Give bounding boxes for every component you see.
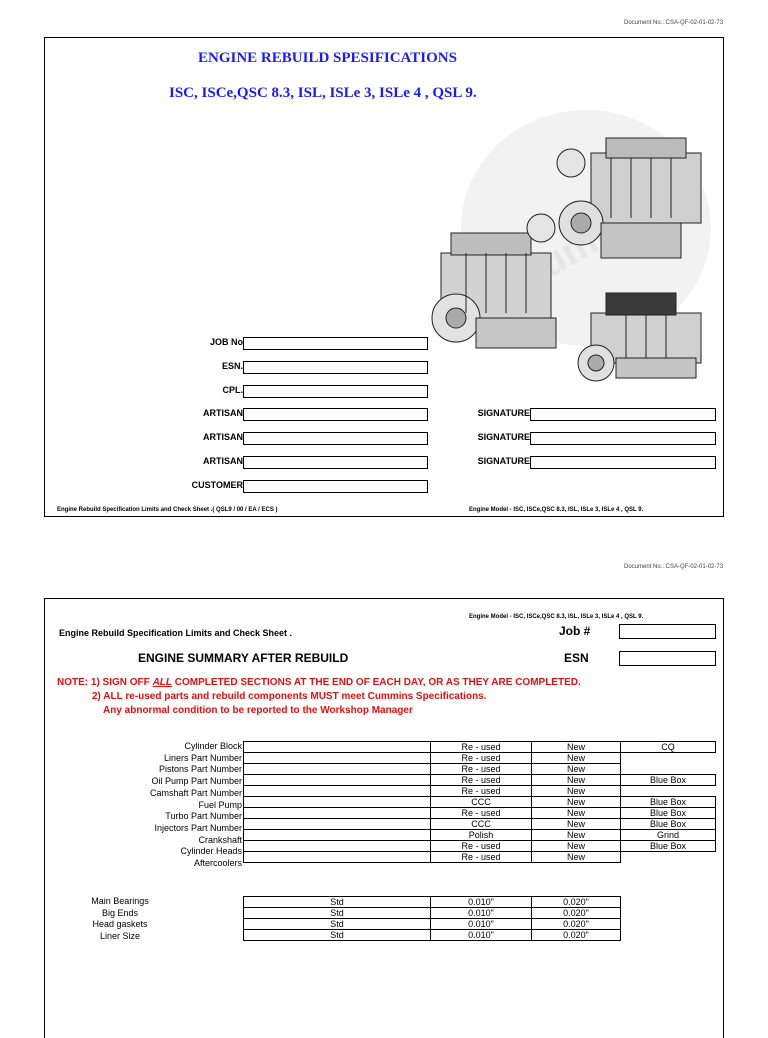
table-row — [244, 830, 716, 841]
footer-right: Engine Model - ISC, ISCe,QSC 8.3, ISL, ISLe 3, ISLe 4 , QSL 9. — [469, 507, 644, 513]
option-cell[interactable]: Re - used — [431, 753, 532, 764]
option-cell[interactable]: Polish — [431, 830, 532, 841]
option-cell[interactable]: New — [532, 819, 621, 830]
doc-number-2: Document No.: CSA-QF-02-01-02-73 — [624, 564, 724, 570]
option-cell[interactable]: Re - used — [431, 786, 532, 797]
part-label: Cylinder Heads — [180, 846, 242, 857]
part-label: Cylinder Block — [184, 741, 242, 751]
esn-label: ESN. — [221, 361, 243, 371]
option-cell[interactable]: CCC — [431, 819, 532, 830]
job-hash-field[interactable] — [619, 624, 716, 639]
option-cell[interactable]: Re - used — [431, 852, 532, 863]
size-cell[interactable]: Std — [244, 919, 431, 930]
note-1: NOTE: 1) SIGN OFF ALL COMPLETED SECTIONS AT THE END OF EACH DAY, OR AS THEY ARE COMPLETED. — [57, 677, 581, 688]
page-title: ENGINE REBUILD SPESIFICATIONS — [198, 50, 457, 66]
part-label: Pistons Part Number — [158, 764, 242, 775]
option-cell[interactable]: Re - used — [431, 841, 532, 852]
table-row — [244, 919, 621, 930]
size-cell[interactable]: 0.010" — [431, 930, 532, 941]
customer-label: CUSTOMER — [191, 480, 243, 490]
table-row — [244, 797, 716, 808]
option-cell[interactable]: Blue Box — [621, 841, 716, 852]
option-cell[interactable]: New — [532, 797, 621, 808]
option-cell[interactable]: CCC — [431, 797, 532, 808]
option-cell — [621, 852, 716, 863]
option-cell[interactable]: New — [532, 830, 621, 841]
part-label: Fuel Pump — [198, 799, 242, 810]
option-cell[interactable]: Blue Box — [621, 808, 716, 819]
table-row — [244, 808, 716, 819]
part-entry[interactable] — [244, 819, 431, 830]
page-subtitle: ISC, ISCe,QSC 8.3, ISL, ISLe 3, ISLe 4 , QSL 9. — [169, 85, 477, 101]
artisan-field-1[interactable] — [243, 408, 428, 421]
option-cell — [621, 753, 716, 764]
artisan-label-1: ARTISAN — [203, 408, 243, 418]
size-cell[interactable]: 0.010" — [431, 919, 532, 930]
part-entry[interactable] — [244, 764, 431, 775]
part-entry[interactable] — [244, 742, 431, 753]
cpl-field[interactable] — [243, 385, 428, 398]
option-cell[interactable]: New — [532, 841, 621, 852]
bearing-label: Head gaskets — [92, 919, 148, 930]
table-row — [244, 841, 716, 852]
option-cell[interactable]: New — [532, 808, 621, 819]
table-row — [244, 775, 716, 786]
bearing-labels — [45, 896, 195, 943]
size-cell[interactable]: Std — [244, 908, 431, 919]
engine-model-header: Engine Model - ISC, ISCe,QSC 8.3, ISL, ISLe 3, ISLe 4 , QSL 9. — [469, 614, 644, 620]
summary-page — [44, 598, 724, 1038]
signature-label-2: SIGNATURE — [477, 432, 530, 442]
size-cell[interactable]: 0.010" — [431, 897, 532, 908]
parts-table — [243, 741, 716, 863]
table-row — [244, 930, 621, 941]
option-cell — [621, 786, 716, 797]
size-cell[interactable]: 0.010" — [431, 908, 532, 919]
footer-left: Engine Rebuild Specification Limits and Check Sheet .( QSL9 / 00 / EA / ECS ) — [57, 507, 278, 513]
part-entry[interactable] — [244, 775, 431, 786]
option-cell[interactable]: Re - used — [431, 764, 532, 775]
option-cell[interactable]: New — [532, 852, 621, 863]
parts-labels — [45, 741, 242, 870]
esn-hash-label: ESN — [564, 651, 589, 665]
option-cell[interactable]: Blue Box — [621, 819, 716, 830]
table-row — [244, 897, 621, 908]
cpl-label: CPL. — [222, 385, 243, 395]
job-hash-label: Job # — [559, 624, 591, 638]
part-label: Oil Pump Part Number — [151, 776, 242, 787]
esn-summary-field[interactable] — [619, 651, 716, 666]
signature-field-3[interactable] — [530, 456, 716, 469]
table-row — [244, 908, 621, 919]
size-cell[interactable]: 0.020" — [532, 908, 621, 919]
option-cell[interactable]: New — [532, 753, 621, 764]
part-label: Crankshaft — [198, 834, 242, 845]
artisan-label-2: ARTISAN — [203, 432, 243, 442]
part-entry[interactable] — [244, 852, 431, 863]
part-label: Turbo Part Number — [165, 811, 242, 822]
part-label: Camshaft Part Number — [149, 787, 242, 798]
signature-label-3: SIGNATURE — [477, 456, 530, 466]
artisan-field-2[interactable] — [243, 432, 428, 445]
option-cell[interactable]: CQ — [621, 742, 716, 753]
size-cell[interactable]: Std — [244, 897, 431, 908]
esn-field[interactable] — [243, 361, 428, 374]
option-cell[interactable]: Blue Box — [621, 797, 716, 808]
table-row — [244, 764, 716, 775]
bearing-label: Big Ends — [101, 907, 139, 918]
sheet-title: Engine Rebuild Specification Limits and Check Sheet . — [59, 628, 293, 638]
option-cell[interactable]: New — [532, 742, 621, 753]
table-row — [244, 786, 716, 797]
table-row — [244, 753, 716, 764]
summary-title: ENGINE SUMMARY AFTER REBUILD — [138, 651, 349, 665]
size-cell[interactable]: Std — [244, 930, 431, 941]
note-3: Any abnormal condition to be reported to the Workshop Manager — [103, 705, 413, 716]
part-entry[interactable] — [244, 830, 431, 841]
doc-number: Document No.: CSA-QF-02-01-02-73 — [624, 20, 724, 26]
option-cell[interactable]: Blue Box — [621, 775, 716, 786]
size-cell[interactable]: 0.020" — [532, 930, 621, 941]
option-cell[interactable]: Re - used — [431, 775, 532, 786]
part-label: Aftercoolers — [193, 858, 242, 869]
bearing-label: Liner Size — [99, 931, 141, 942]
table-row — [244, 742, 716, 753]
job-no-label: JOB No — [209, 337, 243, 347]
signature-field-2[interactable] — [530, 432, 716, 445]
part-label: Injectors Part Number — [154, 822, 242, 833]
table-row — [244, 852, 716, 863]
part-entry[interactable] — [244, 786, 431, 797]
artisan-label-3: ARTISAN — [203, 456, 243, 466]
signature-field-1[interactable] — [530, 408, 716, 421]
size-cell[interactable]: 0.020" — [532, 919, 621, 930]
part-entry[interactable] — [244, 797, 431, 808]
job-no-field[interactable] — [243, 337, 428, 350]
engine-illustration — [431, 103, 721, 383]
table-row — [244, 819, 716, 830]
part-entry[interactable] — [244, 841, 431, 852]
part-entry[interactable] — [244, 808, 431, 819]
bearing-label: Main Bearings — [91, 896, 149, 906]
part-label: Liners Part Number — [163, 752, 242, 763]
option-cell[interactable]: New — [532, 775, 621, 786]
artisan-field-3[interactable] — [243, 456, 428, 469]
option-cell[interactable]: Grind — [621, 830, 716, 841]
signature-label-1: SIGNATURE — [477, 408, 530, 418]
cover-page — [44, 37, 724, 517]
part-entry[interactable] — [244, 753, 431, 764]
customer-field[interactable] — [243, 480, 428, 493]
engine-left-icon — [432, 214, 556, 348]
option-cell[interactable]: New — [532, 764, 621, 775]
size-cell[interactable]: 0.020" — [532, 897, 621, 908]
option-cell[interactable]: New — [532, 786, 621, 797]
note-2: 2) ALL re-used parts and rebuild components MUST meet Cummins Specifications. — [92, 691, 487, 702]
option-cell — [621, 764, 716, 775]
option-cell[interactable]: Re - used — [431, 808, 532, 819]
bearings-table — [243, 896, 621, 941]
option-cell[interactable]: Re - used — [431, 742, 532, 753]
